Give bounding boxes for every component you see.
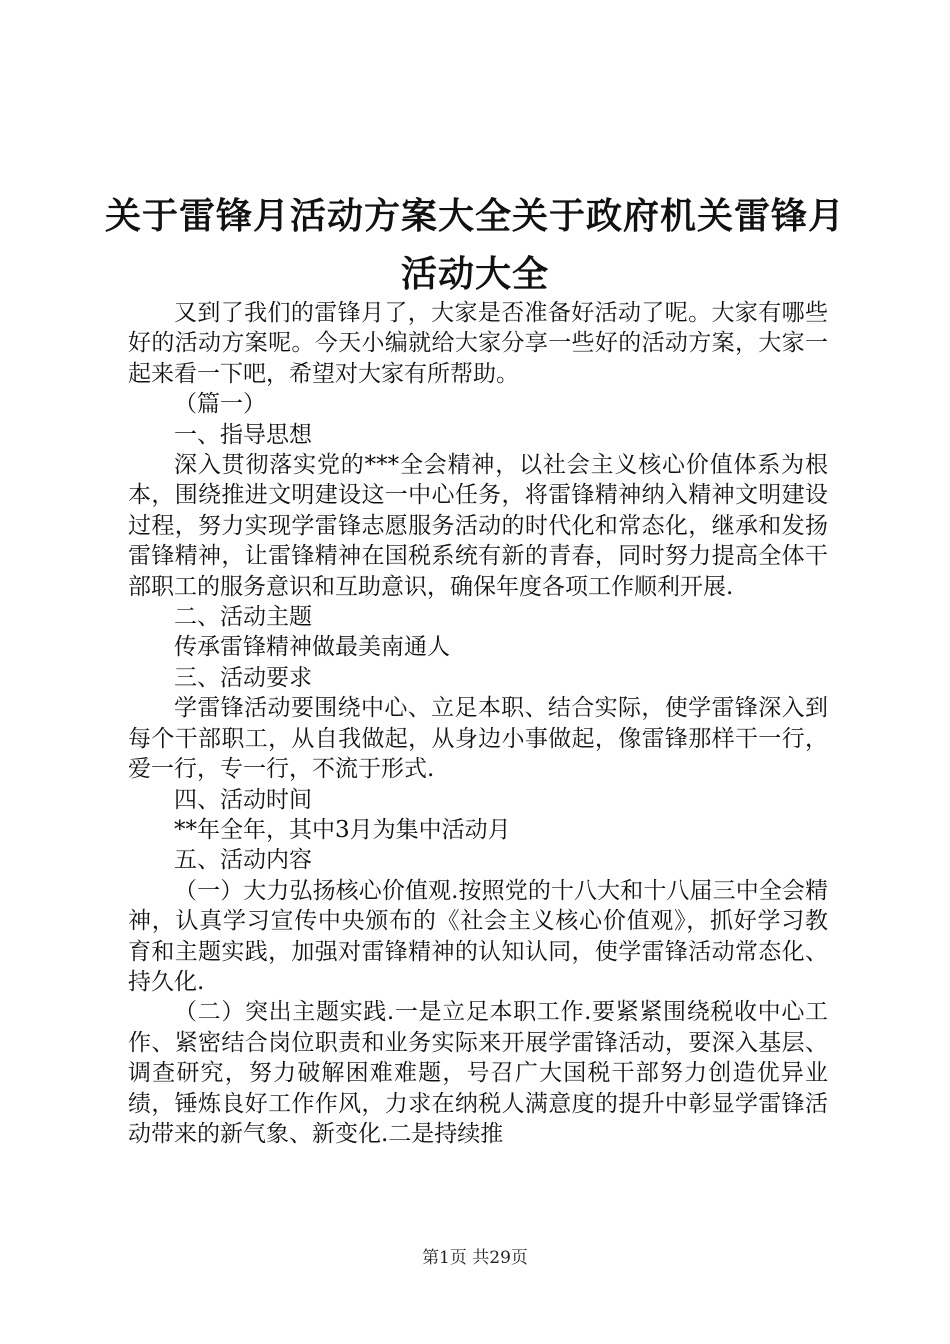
paragraph-activity-requirements: 学雷锋活动要围绕中心、立足本职、结合实际，使学雷锋深入到每个干部职工，从自我做起，从身边小事做起，像雷锋那样干一行，爱一行，专一行，不流于形式. — [128, 695, 828, 783]
paragraph-content-item-2: （二）突出主题实践.一是立足本职工作.要紧紧围绕税收中心工作、紧密结合岗位职责和业务实际来开展学雷锋活动，要深入基层、调查研究，努力破解困难难题，号召广大国税干部努力创造优异业绩，锤炼良好工作作风，力求在纳税人满意度的提升中彰显学雷锋活动带来的新气象、新变化.二是持续推 — [128, 999, 828, 1147]
document-title-line-1: 关于雷锋月活动方案大全关于政府机关雷锋月 — [104, 196, 845, 237]
page-number-footer: 第1页 共29页 — [422, 1248, 528, 1268]
paragraph-activity-theme: 传承雷锋精神做最美南通人 — [174, 634, 450, 661]
heading-activity-theme: 二、活动主题 — [174, 604, 312, 631]
intro-paragraph: 又到了我们的雷锋月了，大家是否准备好活动了呢。大家有哪些好的活动方案呢。今天小编就给大家分享一些好的活动方案，大家一起来看一下吧，希望对大家有所帮助。 — [128, 300, 828, 387]
heading-activity-content: 五、活动内容 — [174, 847, 312, 874]
heading-activity-time: 四、活动时间 — [174, 786, 312, 813]
document-title-line-2: 活动大全 — [400, 254, 549, 295]
section-label-part-one: （篇一） — [174, 391, 266, 418]
paragraph-content-item-1: （一）大力弘扬核心价值观.按照党的十八大和十八届三中全会精神，认真学习宣传中央颁布的《社会主义核心价值观》，抓好学习教育和主题实践，加强对雷锋精神的认知认同，使学雷锋活动常态化、持久化. — [128, 877, 828, 995]
heading-guiding-thought: 一、指导思想 — [174, 421, 312, 448]
document-body — [128, 298, 828, 1149]
paragraph-activity-time: **年全年，其中3月为集中活动月 — [174, 816, 511, 843]
paragraph-guiding-thought: 深入贯彻落实党的***全会精神，以社会主义核心价值体系为根本，围绕推进文明建设这一中心任务，将雷锋精神纳入精神文明建设过程，努力实现学雷锋志愿服务活动的时代化和常态化，继承和发扬雷锋精神，让雷锋精神在国税系统有新的青春，同时努力提高全体干部职工的服务意识和互助意识，确保年度各项工作顺利开展. — [128, 452, 828, 600]
heading-activity-requirements: 三、活动要求 — [174, 664, 312, 691]
